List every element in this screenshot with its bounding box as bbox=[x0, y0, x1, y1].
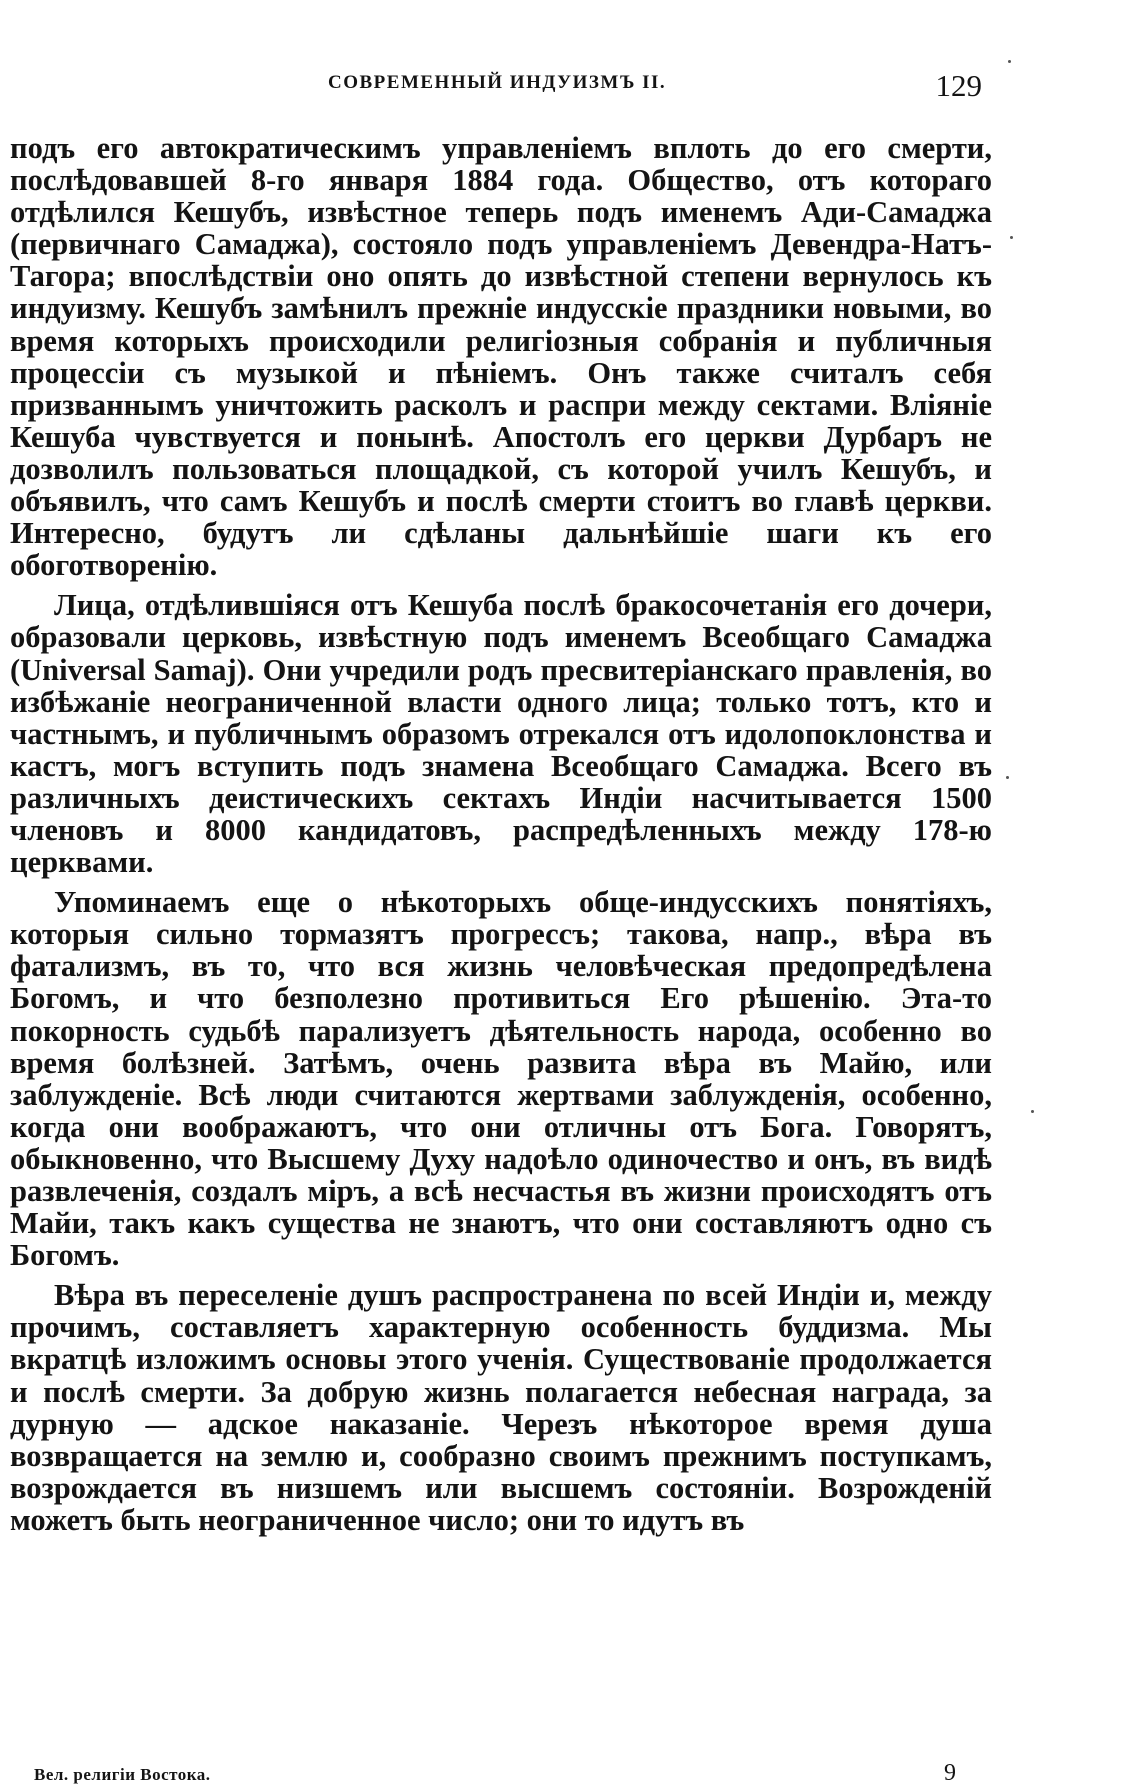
ink-speck bbox=[1008, 60, 1011, 63]
page-number: 129 bbox=[935, 68, 982, 103]
body-text bbox=[10, 132, 992, 1536]
ink-speck bbox=[1010, 236, 1013, 239]
page-header bbox=[10, 70, 1010, 110]
sheet-number: 9 bbox=[944, 1760, 956, 1786]
ink-speck bbox=[1006, 776, 1009, 779]
paragraph-4: Вѣра въ переселеніе душъ распространена по всей Индіи и, между прочимъ, составляетъ характерную особенность буддизма. Мы вкратцѣ изложимъ основы этого ученія. Существованіе продолжается и послѣ смерти. За добрую жизнь полагается небесная награда, за дурную — адское наказаніе. Черезъ нѣкоторое время душа возвращается на землю и, сообразно своимъ прежнимъ поступкамъ, возрождается въ низшемъ или высшемъ состояніи. Возрожденій можетъ быть неограниченное число; они то идутъ въ bbox=[10, 1278, 992, 1537]
signature-title: Вел. религіи Востока. bbox=[34, 1765, 211, 1784]
running-title: СОВРЕМЕННЫЙ ИНДУИЗМЪ II. bbox=[328, 72, 667, 93]
paragraph-1: подъ его автократическимъ управленіемъ вплоть до его смерти, послѣдовавшей 8-го января 1884 года. Общество, отъ котораго отдѣлился Кешубъ, извѣстное теперь подъ именемъ Ади-Самаджа (первичнаго Самаджа), состояло подъ управленіемъ Девендра-Натъ-Тагора; впослѣдствіи оно опять до извѣстной степени вернулось къ индуизму. Кешубъ замѣнилъ прежніе индусскіе праздники новыми, во время которыхъ происходили религіозныя собранія и публичныя процессіи съ музыкой и пѣніемъ. Онъ также считалъ себя призваннымъ уничтожить расколъ и распри между сектами. Вліяніе Кешуба чувствуется и понынѣ. Апостолъ его церкви Дурбаръ не дозволилъ пользоваться площадкой, съ которой училъ Кешубъ, и объявилъ, что самъ Кешубъ и послѣ смерти стоитъ во главѣ церкви. Интересно, будутъ ли сдѣланы дальнѣйшіе шаги къ его обоготворенію. bbox=[10, 131, 992, 583]
ink-speck bbox=[1031, 1110, 1034, 1113]
paragraph-3: Упоминаемъ еще о нѣкоторыхъ обще-индусскихъ понятіяхъ, которыя сильно тормазятъ прогрессъ; такова, напр., вѣра въ фатализмъ, въ то, что вся жизнь человѣческая предопредѣлена Богомъ, и что безполезно противиться Его рѣшенію. Эта-то покорность судьбѣ парализуетъ дѣятельность народа, особенно во время болѣзней. Затѣмъ, очень развита вѣра въ Майю, или заблужденіе. Всѣ люди считаются жертвами заблужденія, особенно, когда они воображаютъ, что они отличны отъ Бога. Говорятъ, обыкновенно, что Высшему Духу надоѣло одиночество и онъ, въ видѣ развлеченія, создалъ міръ, а всѣ несчастья въ жизни происходятъ отъ Майи, такъ какъ существа не знаютъ, что они составляютъ одно съ Богомъ. bbox=[10, 885, 992, 1273]
paragraph-2: Лица, отдѣлившіяся отъ Кешуба послѣ бракосочетанія его дочери, образовали церковь, извѣстную подъ именемъ Всеобщаго Самаджа (Universal Samaj). Они учредили родъ пресвитеріанскаго правленія, во избѣжаніе неограниченной власти одного лица; только тотъ, кто и частнымъ, и публичнымъ образомъ отрекался отъ идолопоклонства и кастъ, могъ вступить подъ знамена Всеобщаго Самаджа. Всего въ различныхъ деистическихъ сектахъ Индіи насчитывается 1500 членовъ и 8000 кандидатовъ, распредѣленныхъ между 178-ю церквами. bbox=[10, 588, 992, 880]
